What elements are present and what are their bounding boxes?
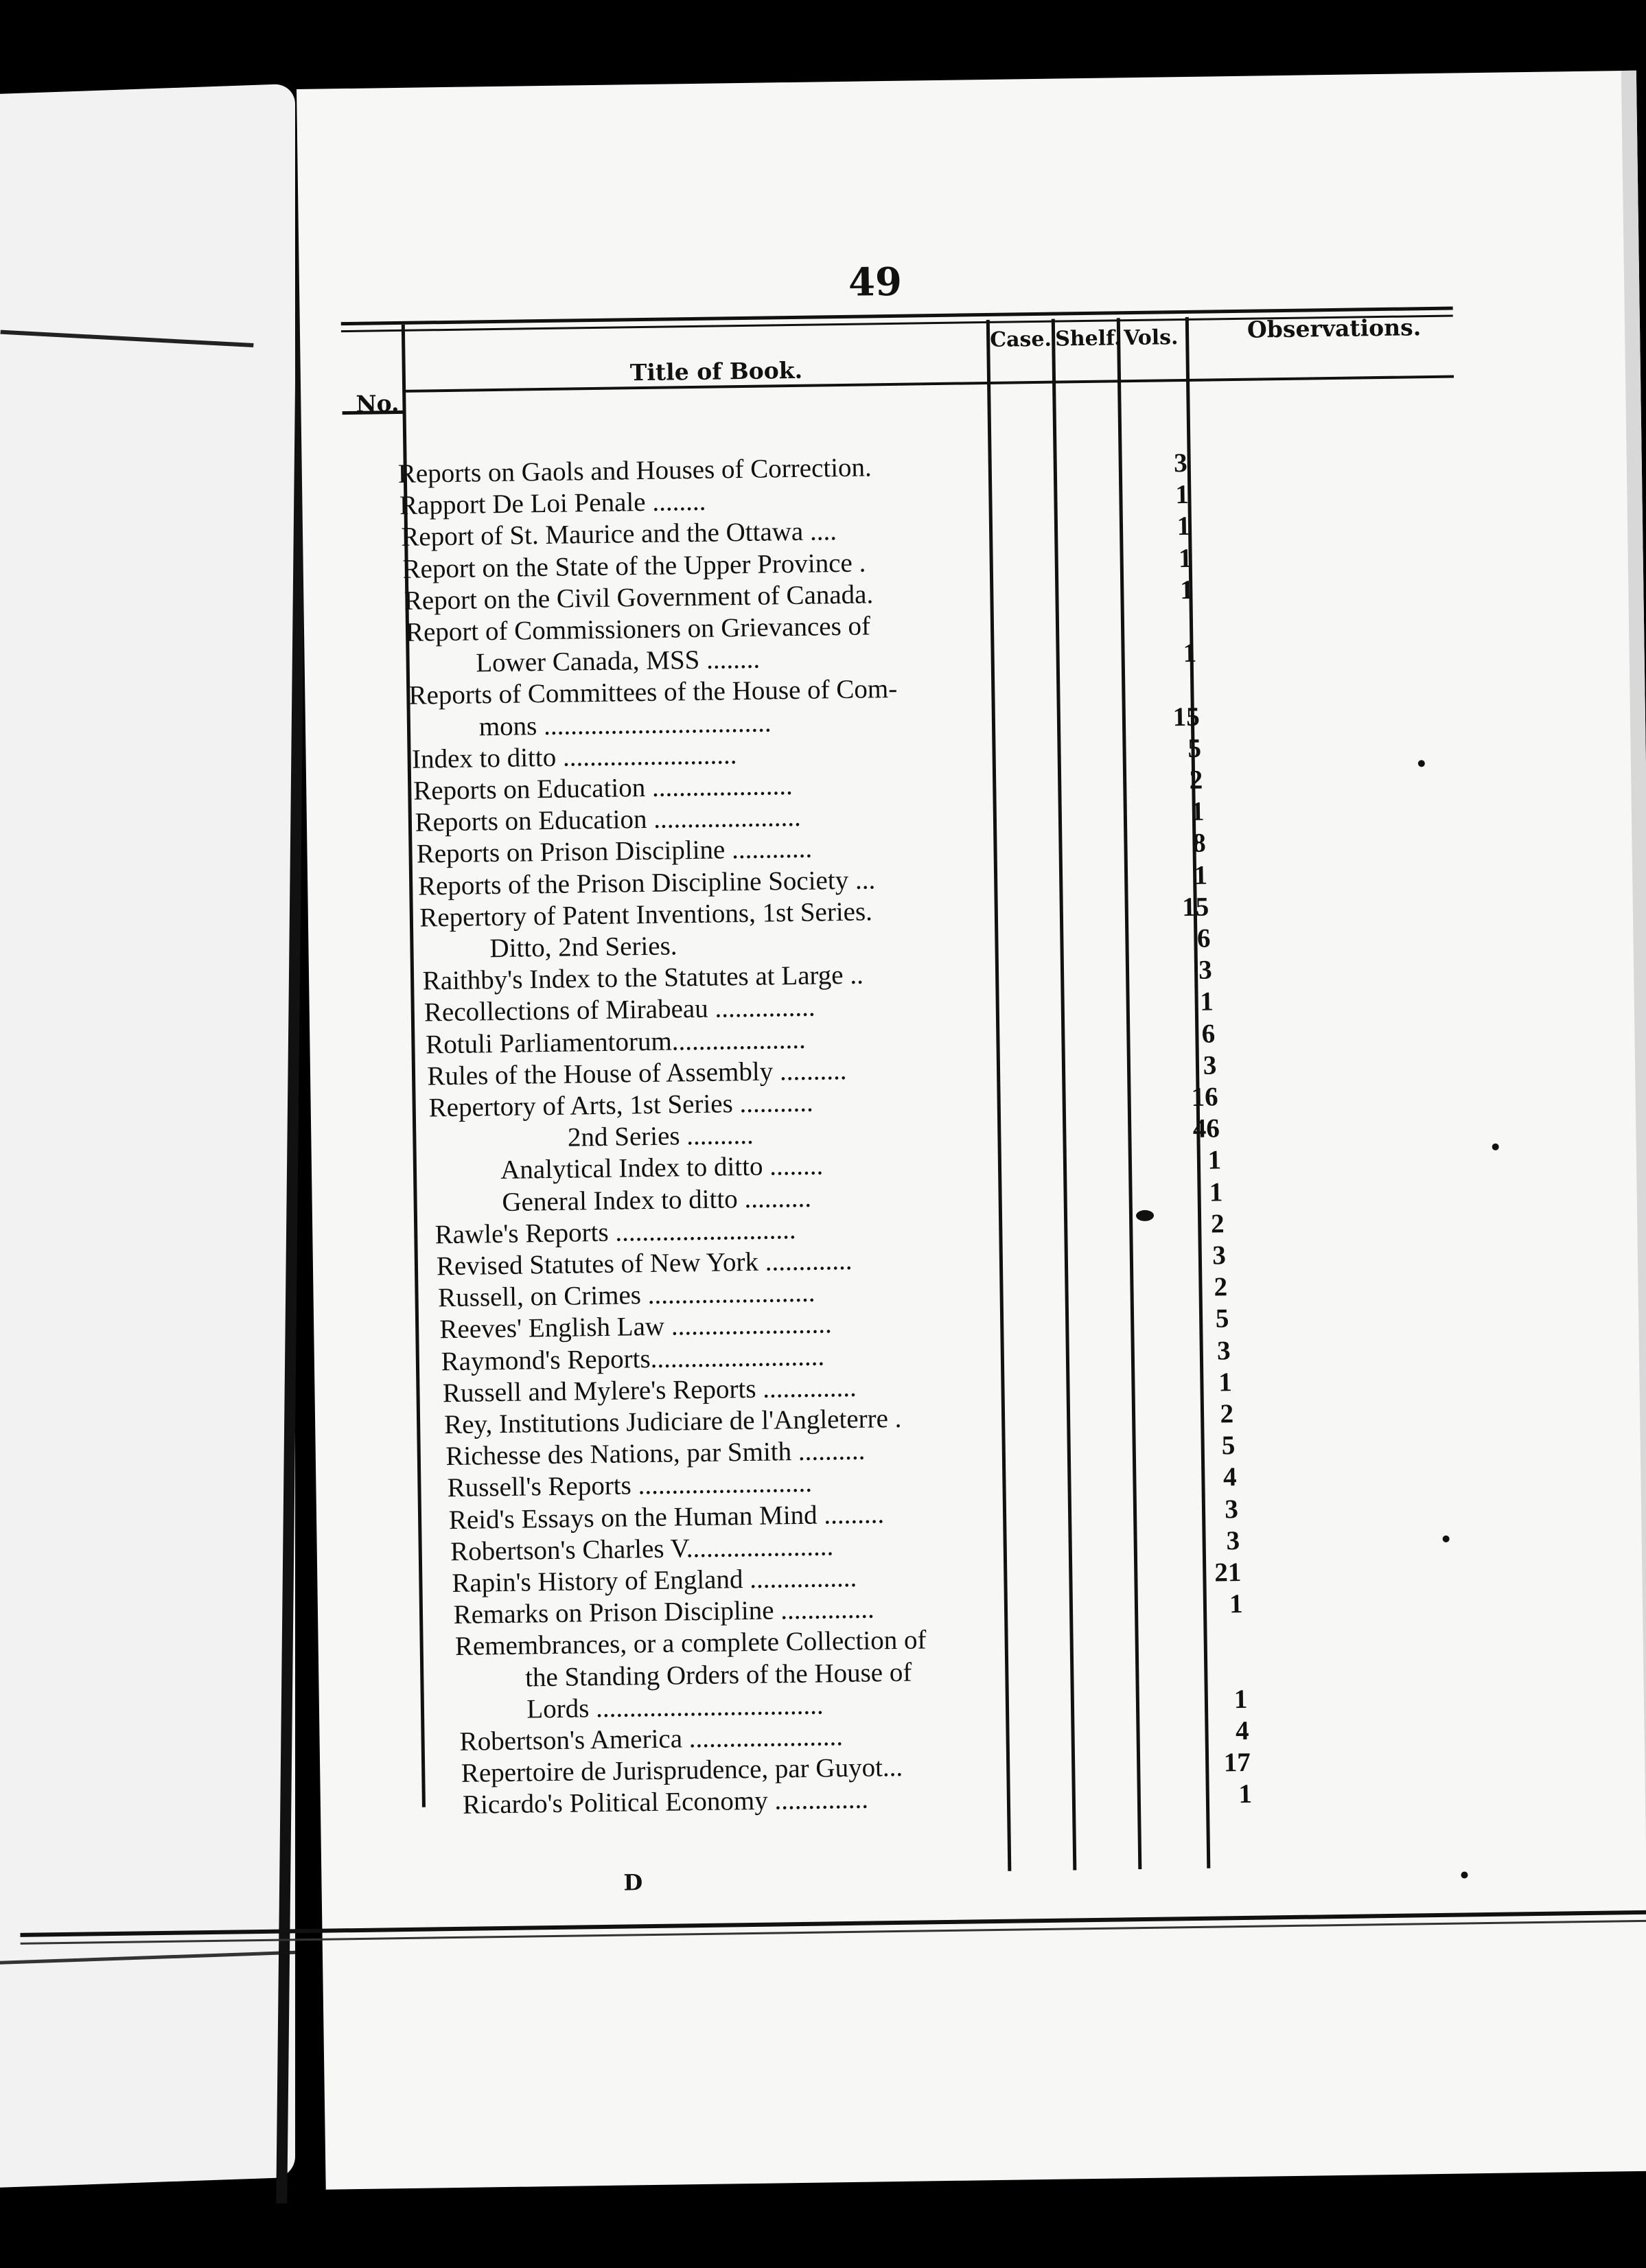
volume-count: 3: [1226, 1525, 1240, 1556]
book-title: Revised Statutes of New York .............: [436, 1245, 853, 1282]
book-title: Lower Canada, MSS ........: [475, 644, 761, 678]
volume-count: 1: [1233, 1684, 1248, 1714]
ink-speck: [1418, 760, 1425, 767]
book-title: Rapport De Loi Penale ........: [399, 486, 706, 521]
book-title: Rules of the House of Assembly ..........: [427, 1055, 847, 1091]
volume-count: 5: [1215, 1304, 1229, 1334]
header-title: Title of Book.: [629, 356, 803, 386]
book-title: Remembrances, or a complete Collection of: [454, 1625, 927, 1662]
volume-count: 3: [1225, 1494, 1239, 1524]
left-page: [0, 84, 295, 2188]
book-title: Analytical Index to ditto ........: [500, 1150, 824, 1185]
header-vols: Vols.: [1123, 325, 1179, 351]
book-title: Raymond's Reports..........................: [441, 1341, 825, 1376]
volume-count: 1: [1175, 480, 1190, 510]
volume-count: 1: [1194, 860, 1208, 890]
volume-count: 2: [1189, 765, 1203, 795]
header-shelf: Shelf.: [1054, 326, 1122, 351]
volume-count: 15: [1181, 892, 1209, 922]
ink-speck: [1492, 1144, 1499, 1150]
book-title: Robertson's Charles V......................: [450, 1531, 834, 1566]
signature-letter: D: [623, 1869, 643, 1896]
page-number: 49: [848, 259, 903, 305]
volume-count: [1157, 669, 1198, 670]
volume-count: 17: [1223, 1748, 1251, 1778]
volume-count: [1203, 1620, 1244, 1621]
volume-count: 1: [1207, 1145, 1222, 1176]
volume-count: 1: [1179, 575, 1194, 605]
volume-count: 2: [1210, 1209, 1225, 1239]
volume-count: 2: [1214, 1272, 1228, 1302]
book-title: Richesse des Nations, par Smith ..........: [445, 1435, 866, 1472]
volume-count: 1: [1200, 986, 1214, 1017]
volume-count: 2: [1220, 1399, 1234, 1429]
volume-count: 1: [1218, 1367, 1233, 1398]
book-title: Russell, on Crimes .........................: [437, 1277, 815, 1313]
volume-count: 6: [1196, 923, 1211, 953]
left-page-rule: [0, 330, 253, 347]
book-title: 2nd Series ..........: [567, 1120, 754, 1153]
left-page-bottom-rule: [0, 1951, 295, 1965]
book-title: Reeves' English Law ........................: [439, 1309, 833, 1345]
book-title: Lords ..................................: [526, 1690, 824, 1724]
volume-count: 6: [1201, 1019, 1216, 1049]
book-title: Report of St. Maurice and the Ottawa ....: [401, 516, 837, 553]
volume-count: 1: [1209, 1177, 1223, 1207]
volume-count: 1: [1190, 796, 1205, 827]
book-title: Repertory of Patent Inventions, 1st Series.: [419, 896, 873, 933]
book-title: Reports on Prison Discipline ............: [416, 834, 813, 870]
volume-count: 1: [1183, 638, 1197, 669]
book-title: Rotuli Parliamentorum....................: [425, 1024, 807, 1060]
book-title: Reports of Committees of the House of Com-: [408, 674, 898, 711]
book-title: Remarks on Prison Discipline ..............: [453, 1594, 875, 1630]
book-title: Ditto, 2nd Series.: [489, 931, 677, 964]
volume-count: 8: [1192, 829, 1206, 859]
book-title: Report of Commissioners on Grievances of: [405, 611, 871, 647]
volume-count: [1154, 606, 1195, 607]
book-title: Rapin's History of England ................: [452, 1562, 857, 1599]
volume-count: 21: [1214, 1557, 1242, 1588]
volume-count: 3: [1173, 448, 1188, 478]
volume-count: 4: [1235, 1715, 1249, 1746]
volume-count: 3: [1198, 955, 1212, 985]
book-title: Rey, Institutions Judiciare de l'Angleterre .: [443, 1403, 902, 1440]
book-title: Reports on Education ......................: [415, 802, 801, 837]
header-bottom-rule: [404, 375, 1454, 393]
right-page: [297, 71, 1646, 2190]
book-title: Recollections of Mirabeau ...............: [424, 992, 815, 1028]
volume-count: 16: [1191, 1082, 1218, 1112]
book-title: Ricardo's Political Economy ..............: [462, 1785, 869, 1820]
volume-count: 5: [1187, 733, 1202, 763]
volume-count: 3: [1203, 1050, 1217, 1080]
book-title: Index to ditto ..........................: [411, 739, 737, 774]
header-case: Case.: [989, 327, 1052, 352]
book-title: Repertory of Arts, 1st Series ...........: [428, 1087, 813, 1123]
volume-count: [1205, 1652, 1246, 1653]
book-title: mons ..................................: [478, 708, 772, 741]
volume-count: 3: [1216, 1335, 1231, 1366]
book-title: Report on the Civil Government of Canada.: [404, 579, 874, 616]
volume-count: 1: [1178, 543, 1192, 573]
book-title: the Standing Orders of the House of: [524, 1657, 912, 1693]
book-title: Reports of the Prison Discipline Society ...: [417, 864, 876, 901]
header-observations: Observations.: [1247, 314, 1422, 343]
volume-count: 1: [1238, 1779, 1253, 1809]
volume-count: 46: [1192, 1113, 1220, 1144]
volume-count: 15: [1172, 702, 1200, 732]
volume-count: 5: [1221, 1431, 1236, 1461]
ink-speck: [1461, 1871, 1468, 1878]
book-title: Russell's Reports ..........................: [447, 1468, 813, 1503]
book-title: Raithby's Index to the Statutes at Large ..: [422, 960, 864, 996]
book-title: Repertoire de Jurisprudence, par Guyot...: [461, 1752, 903, 1789]
book-title: Robertson's America .......................: [459, 1722, 844, 1757]
volume-count: 1: [1229, 1589, 1243, 1619]
volume-count: 4: [1222, 1462, 1237, 1492]
book-title: Reports on Education .....................: [413, 771, 793, 806]
volume-count: 1: [1176, 511, 1191, 542]
ink-speck: [1443, 1536, 1450, 1542]
book-title: General Index to ditto ..........: [502, 1183, 812, 1217]
book-title: Reid's Essays on the Human Mind .........: [448, 1498, 885, 1535]
book-title: Rawle's Reports ...........................: [434, 1214, 796, 1250]
header-no: No.: [356, 389, 399, 417]
book-title: Russell and Mylere's Reports ..............: [442, 1372, 857, 1409]
book-title: Reports on Gaols and Houses of Correction.: [397, 452, 872, 489]
book-title: Report on the State of the Upper Province .: [402, 548, 866, 584]
volume-count: 3: [1212, 1240, 1227, 1271]
